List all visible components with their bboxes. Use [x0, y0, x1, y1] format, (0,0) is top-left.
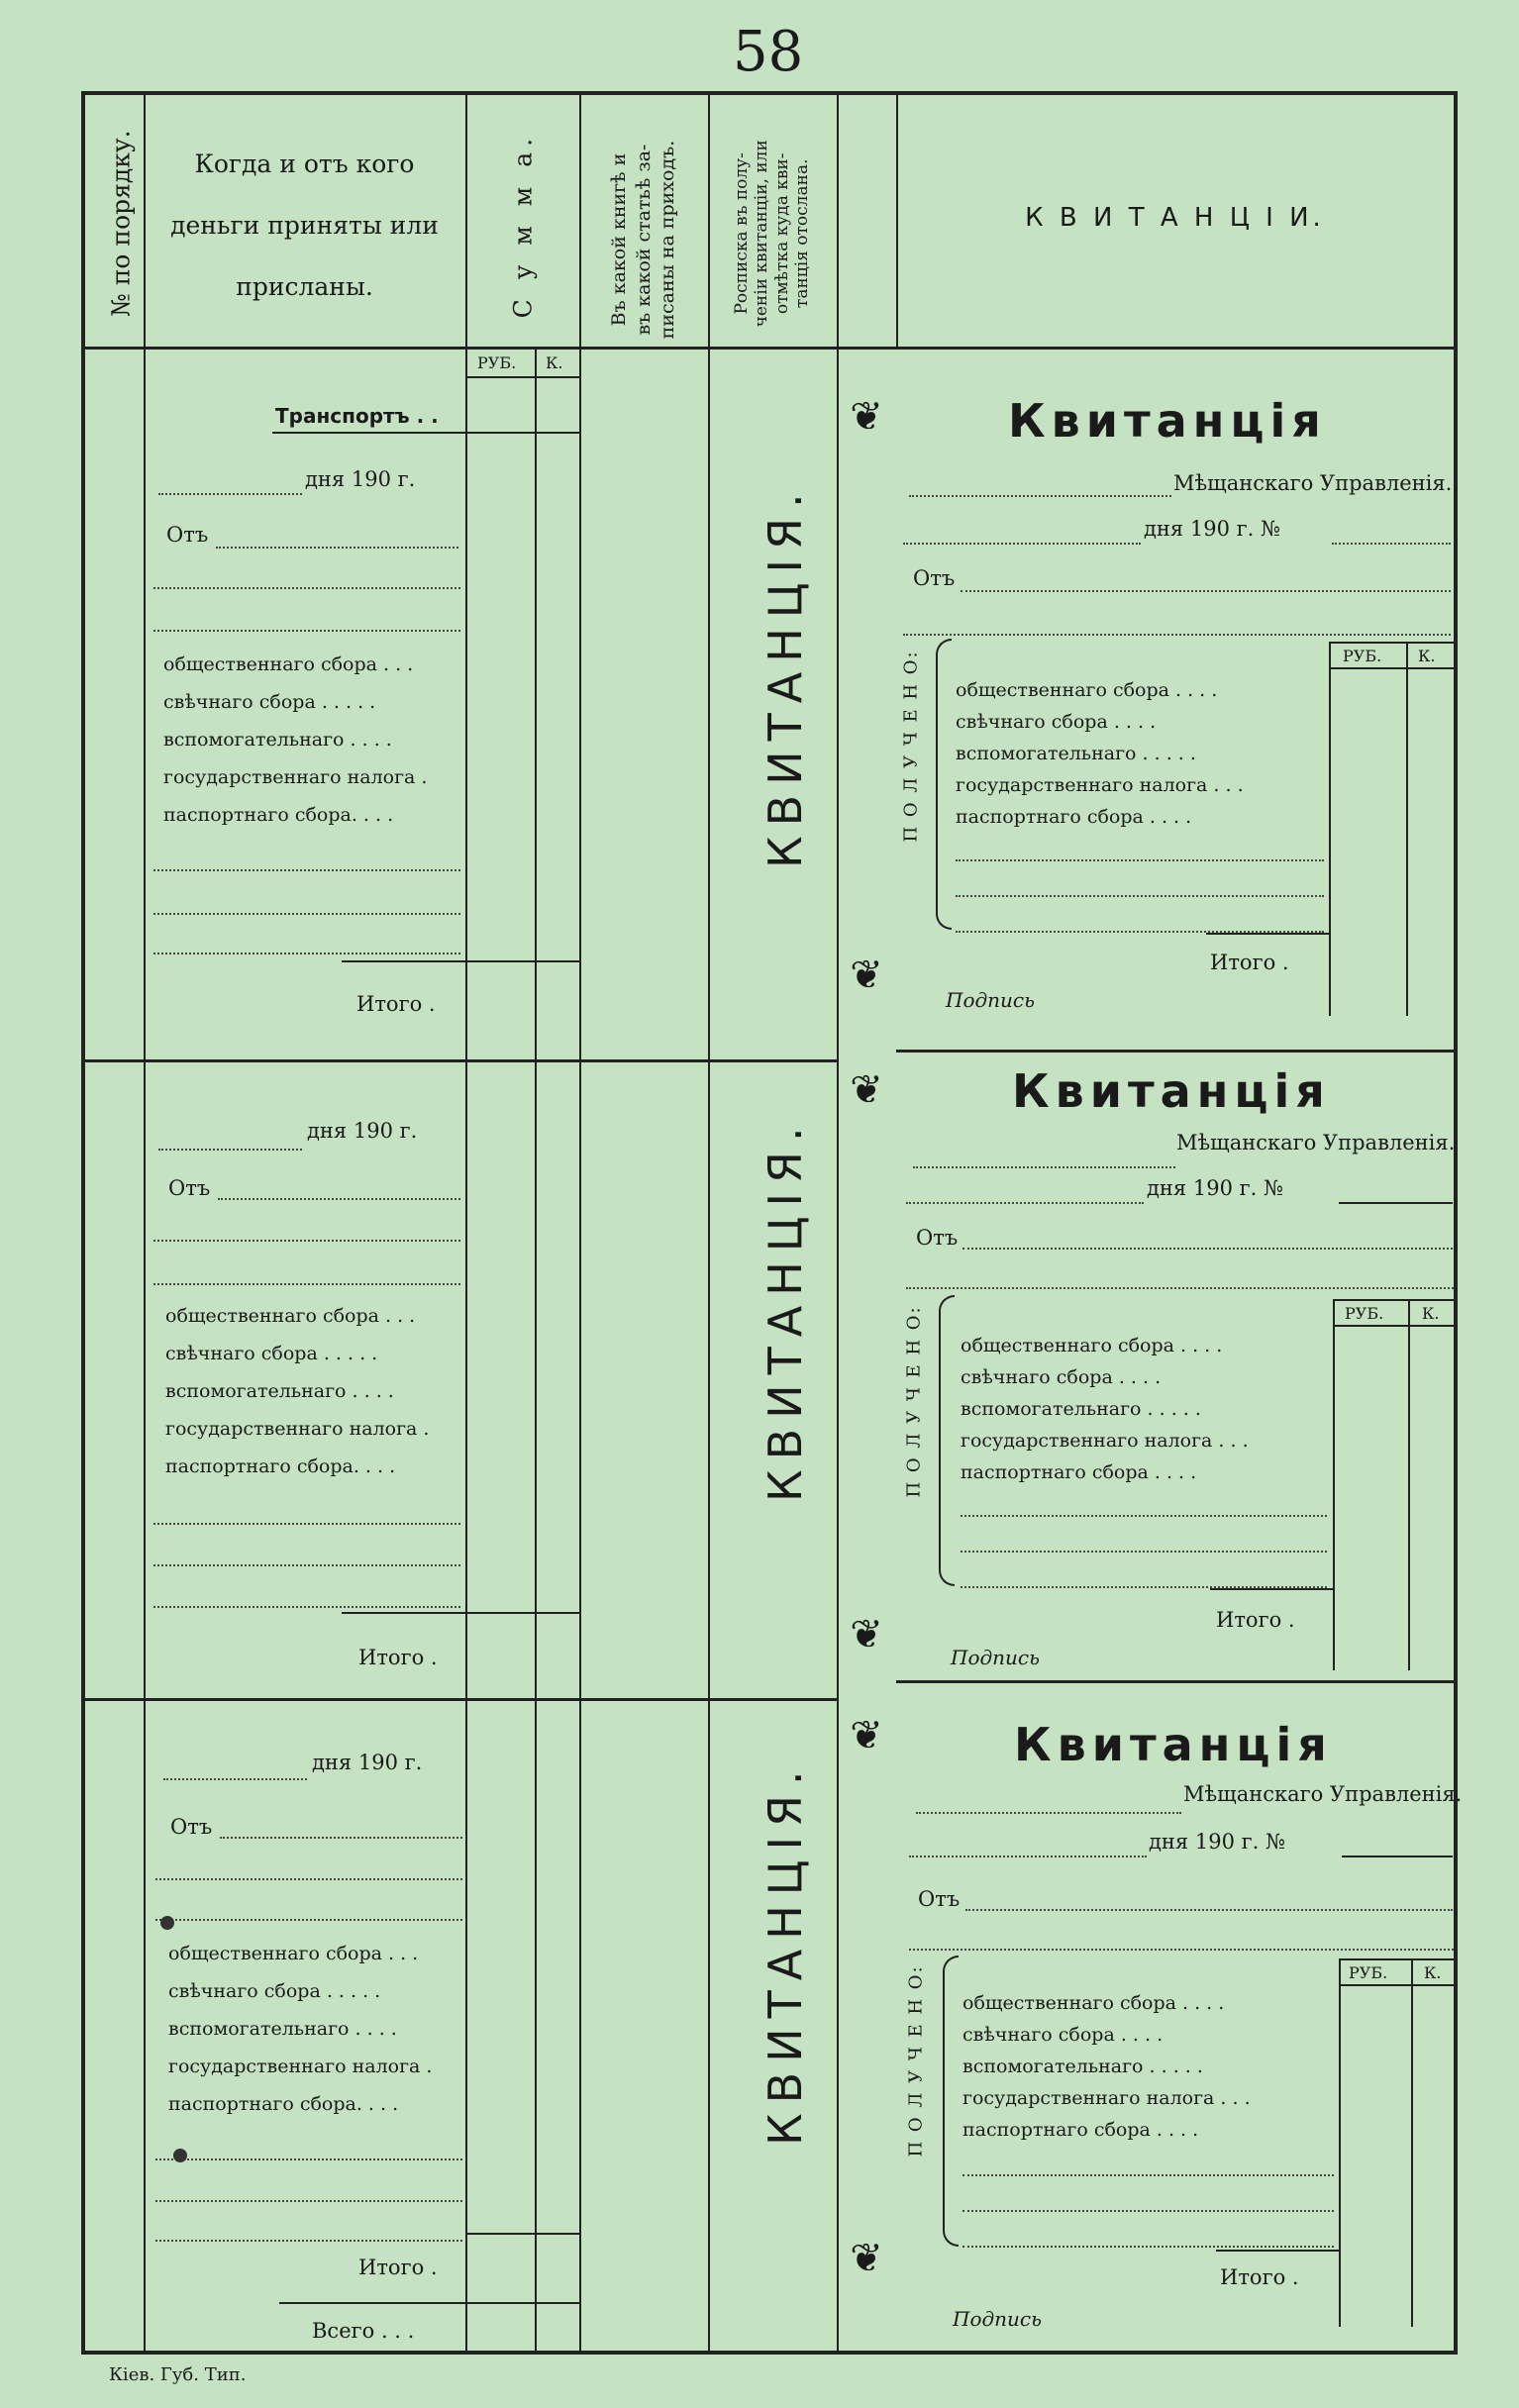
receipt-date: дня 190 г. № — [1149, 1830, 1285, 1854]
ledger-item: паспортнаго сбора. . . . — [163, 804, 394, 826]
ledger-total: Итого . — [358, 1646, 438, 1669]
ornament-icon: ❦ — [850, 1713, 883, 1758]
ledger-grand-total: Всего . . . — [312, 2319, 415, 2343]
receipt-kop-border — [1408, 1299, 1410, 1670]
grand-total-line — [279, 2302, 579, 2304]
col-divider — [708, 95, 710, 2351]
ornament-icon: ❦ — [850, 1612, 883, 1657]
receipt-brace — [943, 1956, 959, 2247]
section-divider — [85, 1698, 838, 1701]
receipt-brace — [939, 1295, 955, 1586]
sum-line — [465, 432, 579, 434]
receipt-received-label: П О Л У Ч Е Н О: — [900, 650, 922, 843]
header-col-book: Въ какой книгѣ и въ какой статьѣ за- писаны на приходъ. — [607, 140, 679, 340]
ornament-icon: ❦ — [850, 953, 883, 998]
stub-label: КВИТАНЦІЯ. — [759, 1760, 812, 2146]
col-divider — [144, 95, 146, 2351]
receipt-item: паспортнаго сбора . . . . — [956, 806, 1192, 828]
kop-label: К. — [1418, 647, 1436, 665]
header-col-sign: Росписка въ полу- ченіи квитанціи, или отмѣтка куда кви- танція отослана. — [732, 140, 813, 328]
ledger-item: государственнаго налога . — [165, 1418, 430, 1440]
total-line — [342, 960, 579, 962]
rub-label: РУБ. — [1349, 1963, 1388, 1982]
ledger-item: общественнаго сбора . . . — [165, 1305, 416, 1327]
receipt-signature: Подпись — [946, 988, 1036, 1012]
receipt-brace — [936, 639, 952, 930]
col-divider — [837, 95, 839, 2351]
receipt-item: свѣчнаго сбора . . . . — [962, 2024, 1164, 2046]
receipt-date: дня 190 г. № — [1144, 517, 1280, 541]
receipt-item: общественнаго сбора . . . . — [956, 679, 1218, 701]
receipt-total: Итого . — [1220, 2265, 1299, 2289]
kop-label: К. — [1424, 1963, 1442, 1982]
receipt-from: Отъ — [916, 1226, 959, 1250]
receipt-received-label: П О Л У Ч Е Н О: — [905, 1964, 927, 2157]
binding-hole — [173, 2149, 187, 2162]
receipt-kop-border — [1406, 642, 1408, 1016]
receipt-kop-border — [1411, 1958, 1413, 2327]
rub-label: РУБ. — [1343, 647, 1382, 665]
header-col-sum: С у м м а. — [508, 132, 538, 319]
ledger-item: свѣчнаго сбора . . . . . — [165, 1343, 378, 1364]
receipt-sum-border — [1339, 1958, 1341, 2327]
receipt-title: Квитанція — [1008, 394, 1327, 448]
page-number: 58 — [733, 20, 804, 84]
ledger-from: Отъ — [168, 1176, 211, 1200]
ledger-item: общественнаго сбора . . . — [168, 1943, 419, 1964]
header-col-when: Когда и отъ кого деньги приняты или присланы. — [170, 150, 439, 301]
receipt-date: дня 190 г. № — [1147, 1176, 1283, 1200]
kop-label: К. — [546, 353, 563, 372]
kop-label: К. — [1422, 1304, 1440, 1323]
rub-label: РУБ. — [477, 353, 517, 372]
receipt-title: Квитанція — [1012, 1064, 1331, 1118]
ledger-date: дня 190 г. — [305, 467, 416, 491]
receipt-office: Мѣщанскаго Управленія. — [1183, 1782, 1463, 1806]
receipt-item: свѣчнаго сбора . . . . — [956, 711, 1157, 733]
receipt-item: паспортнаго сбора . . . . — [962, 2119, 1199, 2141]
ornament-icon: ❦ — [850, 394, 883, 440]
receipt-received-label: П О Л У Ч Е Н О: — [903, 1305, 925, 1498]
ledger-date: дня 190 г. — [312, 1751, 423, 1774]
ledger-from: Отъ — [166, 523, 209, 547]
stub-label: КВИТАНЦІЯ. — [759, 1117, 812, 1502]
receipt-total: Итого . — [1216, 1608, 1295, 1632]
receipt-item: общественнаго сбора . . . . — [961, 1335, 1223, 1356]
receipt-signature: Подпись — [951, 1646, 1041, 1669]
receipt-title: Квитанція — [1014, 1718, 1333, 1771]
receipt-item: вспомогательнаго . . . . . — [961, 1398, 1201, 1420]
binding-hole — [160, 1916, 174, 1930]
receipt-office: Мѣщанскаго Управленія. — [1173, 471, 1453, 495]
receipt-item: государственнаго налога . . . — [961, 1430, 1249, 1452]
receipt-divider — [896, 1680, 1454, 1683]
receipt-sum-border — [1333, 1299, 1335, 1670]
ornament-icon: ❦ — [850, 1067, 883, 1113]
ledger-item: государственнаго налога . — [163, 766, 428, 788]
col-divider — [579, 95, 581, 2351]
ledger-item: вспомогательнаго . . . . — [163, 729, 392, 751]
receipt-item: вспомогательнаго . . . . . — [962, 2056, 1203, 2077]
receipt-total: Итого . — [1210, 951, 1289, 974]
receipt-item: общественнаго сбора . . . . — [962, 1992, 1225, 2014]
ledger-item: общественнаго сбора . . . — [163, 653, 414, 675]
transport-underline — [272, 432, 465, 434]
receipt-signature: Подпись — [953, 2307, 1043, 2331]
units-underline — [465, 376, 579, 378]
ledger-item: вспомогательнаго . . . . — [168, 2018, 397, 2040]
ledger-from: Отъ — [170, 1815, 213, 1839]
ledger-item: паспортнаго сбора. . . . — [168, 2093, 399, 2115]
ornament-icon: ❦ — [850, 2236, 883, 2281]
receipt-from: Отъ — [918, 1887, 961, 1911]
total-line — [342, 1612, 579, 1614]
header-col-receipts: К В И Т А Н Ц І И. — [1025, 203, 1325, 233]
receipt-item: свѣчнаго сбора . . . . — [961, 1366, 1162, 1388]
ledger-item: свѣчнаго сбора . . . . . — [163, 691, 376, 713]
receipt-office: Мѣщанскаго Управленія. — [1176, 1131, 1456, 1154]
ledger-date: дня 190 г. — [307, 1119, 418, 1143]
ledger-item: государственнаго налога . — [168, 2056, 433, 2077]
total-line — [465, 2233, 579, 2235]
ledger-item: свѣчнаго сбора . . . . . — [168, 1980, 381, 2002]
receipt-sum-border — [1329, 642, 1331, 1016]
printer-imprint: Кіев. Губ. Тип. — [109, 2364, 247, 2385]
section-divider — [85, 1059, 838, 1062]
ledger-total: Итого . — [356, 992, 436, 1016]
receipt-divider — [896, 1050, 1454, 1053]
receipt-item: вспомогательнаго . . . . . — [956, 743, 1196, 764]
ledger-total: Итого . — [358, 2256, 438, 2279]
receipt-item: паспортнаго сбора . . . . — [961, 1461, 1197, 1483]
receipt-from: Отъ — [913, 566, 956, 590]
ledger-transport: Транспортъ . . — [275, 404, 439, 428]
receipt-item: государственнаго налога . . . — [956, 774, 1244, 796]
kop-divider — [535, 347, 537, 2351]
receipt-item: государственнаго налога . . . — [962, 2087, 1251, 2109]
rub-label: РУБ. — [1345, 1304, 1384, 1323]
ledger-item: паспортнаго сбора. . . . — [165, 1455, 396, 1477]
header-col-number: № по порядку. — [106, 130, 136, 317]
stub-label: КВИТАНЦІЯ. — [759, 483, 812, 868]
ledger-item: вспомогательнаго . . . . — [165, 1380, 394, 1402]
